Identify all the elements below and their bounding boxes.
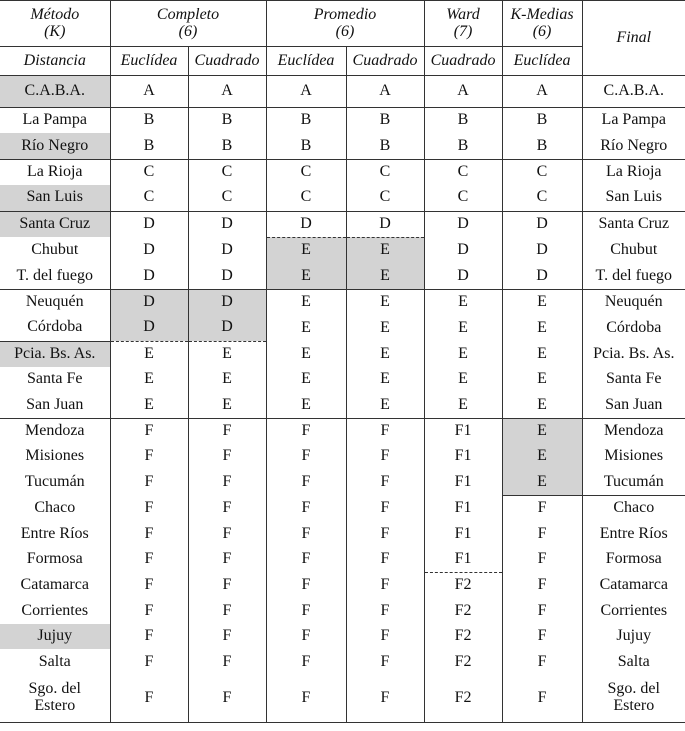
cluster-cell: C [110,159,188,185]
table-row [0,547,685,573]
cluster-cell: E [346,289,424,315]
table-row [0,159,685,185]
cluster-cell: F [266,649,346,674]
table-row [0,341,685,367]
cluster-cell: A [502,76,582,108]
header-promedio: Promedio (6) [266,1,424,47]
province-cell: San Juan [26,395,84,413]
cluster-cell: F [110,444,188,469]
cluster-cell: A [266,76,346,108]
province-cell: Chubut [31,241,79,258]
cluster-cell: C [266,159,346,185]
cluster-cell: F [188,598,266,623]
cluster-cell: F [266,495,346,521]
table-row [0,289,685,315]
cluster-cell: F2 [424,573,502,599]
final-province-cell: C.A.B.A. [582,76,685,108]
cluster-cell: F [188,469,266,495]
cluster-cell: F [188,675,266,723]
cluster-cell: E [266,341,346,367]
province-cell: Entre Ríos [20,524,89,542]
cluster-cell: E [502,444,582,469]
province-cell: San Luis [0,185,110,211]
final-province-cell: Chaco [582,495,685,521]
cluster-cell: F1 [424,469,502,495]
cluster-cell: D [188,237,266,263]
province-cell: Mendoza [0,418,110,444]
final-province-cell: Córdoba [582,315,685,341]
cluster-cell: E [502,315,582,341]
final-province-cell: Pcia. Bs. As. [582,341,685,367]
province-cell: Río Negro [0,133,110,159]
table-row [0,108,685,134]
cluster-cell: D [502,211,582,237]
cluster-cell: D [188,263,266,289]
cluster-cell: F [266,469,346,495]
cluster-cell: F1 [424,444,502,469]
cluster-cell: E [188,367,266,392]
final-province-cell: Misiones [582,444,685,469]
province-cell: La Pampa [0,108,110,134]
cluster-cell: D [424,263,502,289]
cluster-cell: D [424,211,502,237]
final-province-cell: Santa Cruz [582,211,685,237]
cluster-cell: F [346,418,424,444]
province-cell: Formosa [26,550,83,568]
table-row [0,263,685,289]
header-sub: Euclídea [110,47,188,76]
final-province-cell: La Rioja [582,159,685,185]
cluster-cell: C [346,185,424,211]
cluster-cell: F [346,649,424,674]
cluster-cell: D [188,211,266,237]
cluster-cell: F [502,675,582,723]
province-cell: T. del fuego [16,266,94,284]
cluster-cell: A [188,76,266,108]
cluster-cell: C [502,185,582,211]
cluster-cell: B [346,133,424,159]
header-distance: Distancia [0,47,110,76]
cluster-cell: F [266,573,346,599]
cluster-cell: F2 [424,675,502,723]
cluster-cell: F [188,624,266,649]
final-province-cell: Mendoza [582,418,685,444]
header-sub: Cuadrado [188,47,266,76]
cluster-cell: F [502,547,582,573]
cluster-cell: D [110,263,188,289]
province-cell: Corrientes [21,601,89,619]
cluster-cell: E [266,237,346,263]
cluster-cell: D [110,315,188,341]
cluster-cell: F [502,598,582,623]
cluster-cell: D [110,289,188,315]
table-row [0,521,685,546]
cluster-cell: F [502,521,582,546]
cluster-cell: F [502,624,582,649]
cluster-cell: D [502,237,582,263]
cluster-cell: F1 [424,418,502,444]
cluster-cell: F [266,624,346,649]
cluster-cell: F [110,495,188,521]
cluster-cell: F [188,649,266,674]
header-sub: Euclídea [266,47,346,76]
cluster-cell: D [266,211,346,237]
cluster-cell: D [346,211,424,237]
table-row [0,392,685,418]
header-row-methods [0,1,685,47]
cluster-cell: F [266,598,346,623]
province-cell: La Rioja [0,159,110,185]
cluster-cell: F [502,573,582,599]
header-method: Método (K) [0,1,110,47]
cluster-cell: F [346,444,424,469]
cluster-cell: F [188,418,266,444]
table-row [0,649,685,674]
province-cell: Salta [38,652,71,670]
cluster-cell: E [188,392,266,418]
cluster-cell: F [110,573,188,599]
final-province-cell: Tucumán [582,469,685,495]
header-final: Final [582,1,685,76]
cluster-cell: F1 [424,521,502,546]
final-province-cell: Catamarca [582,573,685,599]
header-sub: Euclídea [502,47,582,76]
cluster-cell: D [110,237,188,263]
cluster-cell: E [346,263,424,289]
table-row [0,469,685,495]
cluster-cell: E [266,367,346,392]
cluster-cell: F [188,547,266,573]
final-province-cell: San Juan [582,392,685,418]
table-row [0,133,685,159]
cluster-cell: E [502,367,582,392]
cluster-cell: F [346,573,424,599]
final-province-cell: Jujuy [582,624,685,649]
province-cell: C.A.B.A. [0,76,110,108]
cluster-cell: B [110,108,188,134]
cluster-cell: C [188,185,266,211]
final-province-cell: Sgo. del Estero [582,675,685,723]
cluster-cell: F [346,598,424,623]
final-province-cell: Chubut [582,237,685,263]
cluster-cell: E [110,392,188,418]
cluster-cell: F [188,444,266,469]
cluster-cell: F2 [424,598,502,623]
table-row [0,495,685,521]
cluster-cell: F [110,469,188,495]
cluster-cell: E [266,315,346,341]
cluster-cell: E [346,341,424,367]
cluster-cell: F [346,469,424,495]
final-province-cell: Río Negro [582,133,685,159]
cluster-cell: E [266,289,346,315]
cluster-cell: F [266,521,346,546]
table-row [0,624,685,649]
cluster-cell: B [188,133,266,159]
cluster-cell: C [110,185,188,211]
header-sub: Cuadrado [346,47,424,76]
cluster-cell: E [346,315,424,341]
cluster-cell: B [266,133,346,159]
final-province-cell: San Luis [582,185,685,211]
table-row [0,76,685,108]
cluster-cell: B [346,108,424,134]
table-row [0,211,685,237]
final-province-cell: Neuquén [582,289,685,315]
cluster-cell: A [424,76,502,108]
cluster-cell: E [346,237,424,263]
cluster-cell: F [188,521,266,546]
cluster-cell: B [424,108,502,134]
cluster-cell: C [424,185,502,211]
province-cell: Santa Cruz [0,211,110,237]
final-province-cell: Santa Fe [582,367,685,392]
cluster-cell: E [188,341,266,367]
province-cell: Santa Fe [26,370,83,388]
cluster-cell: B [266,108,346,134]
cluster-cell: B [424,133,502,159]
final-province-cell: Formosa [582,547,685,573]
table-row [0,185,685,211]
cluster-cell: E [110,341,188,367]
cluster-cell: F [110,418,188,444]
cluster-cell: C [424,159,502,185]
final-province-cell: Salta [582,649,685,674]
cluster-cell: E [110,367,188,392]
cluster-cell: B [502,133,582,159]
province-cell: Sgo. del Estero [0,675,110,723]
cluster-cell: E [266,392,346,418]
cluster-cell: A [110,76,188,108]
cluster-cell: E [346,367,424,392]
table-row [0,418,685,444]
cluster-cell: F [346,624,424,649]
cluster-cell: B [188,108,266,134]
cluster-cell: C [266,185,346,211]
cluster-cell: F [266,444,346,469]
cluster-cell: E [424,315,502,341]
cluster-cell: B [502,108,582,134]
province-cell: Misiones [25,447,85,465]
cluster-cell: F [110,547,188,573]
table-row [0,367,685,392]
table-row [0,573,685,599]
cluster-cell: F2 [424,624,502,649]
cluster-cell: F [110,624,188,649]
final-province-cell: T. del fuego [582,263,685,289]
table-row [0,237,685,263]
cluster-cell: F [346,547,424,573]
table-body [0,76,685,723]
cluster-cell: D [502,263,582,289]
cluster-cell: D [424,237,502,263]
cluster-cell: F [266,547,346,573]
cluster-cell: F [346,521,424,546]
province-cell: Catamarca [20,576,89,594]
cluster-cell: E [346,392,424,418]
cluster-cell: E [502,289,582,315]
cluster-cell: D [110,211,188,237]
cluster-cell: F2 [424,649,502,674]
cluster-cell: B [110,133,188,159]
cluster-cell: F [502,649,582,674]
header-ward: Ward (7) [424,1,502,47]
table-row [0,675,685,723]
cluster-cell: C [188,159,266,185]
province-cell: Neuquén [0,289,110,315]
cluster-cell: E [266,263,346,289]
cluster-cell: F [110,675,188,723]
province-cell: Pcia. Bs. As. [0,341,110,367]
cluster-cell: E [424,367,502,392]
header-sub: Cuadrado [424,47,502,76]
cluster-cell: E [502,341,582,367]
table-row [0,315,685,341]
province-cell: Jujuy [0,624,110,649]
cluster-cell: F [346,495,424,521]
cluster-cell: A [346,76,424,108]
cluster-cell: F [346,675,424,723]
cluster-cell: D [188,289,266,315]
cluster-cell: F [502,495,582,521]
final-province-cell: La Pampa [582,108,685,134]
cluster-cell: E [502,469,582,495]
cluster-cell: F [188,495,266,521]
cluster-cell: F1 [424,495,502,521]
table-row [0,444,685,469]
province-cell: Córdoba [27,318,83,336]
cluster-cell: C [346,159,424,185]
province-cell: Chaco [34,498,76,516]
cluster-cell: F1 [424,547,502,573]
cluster-cell: F [188,573,266,599]
cluster-cell: F [266,418,346,444]
cluster-cell: E [424,392,502,418]
cluster-cell: F [266,675,346,723]
cluster-cell: E [424,341,502,367]
header-kmedias: K-Medias (6) [502,1,582,47]
final-province-cell: Corrientes [582,598,685,623]
cluster-cell: E [502,392,582,418]
cluster-cell: C [502,159,582,185]
header-completo: Completo (6) [110,1,266,47]
cluster-cell: D [188,315,266,341]
province-cell: Tucumán [24,473,85,491]
final-province-cell: Entre Ríos [582,521,685,546]
cluster-cell: F [110,521,188,546]
cluster-cell: F [110,649,188,674]
table-row [0,598,685,623]
cluster-cell: E [424,289,502,315]
cluster-cell: E [502,418,582,444]
cluster-cell: F [110,598,188,623]
